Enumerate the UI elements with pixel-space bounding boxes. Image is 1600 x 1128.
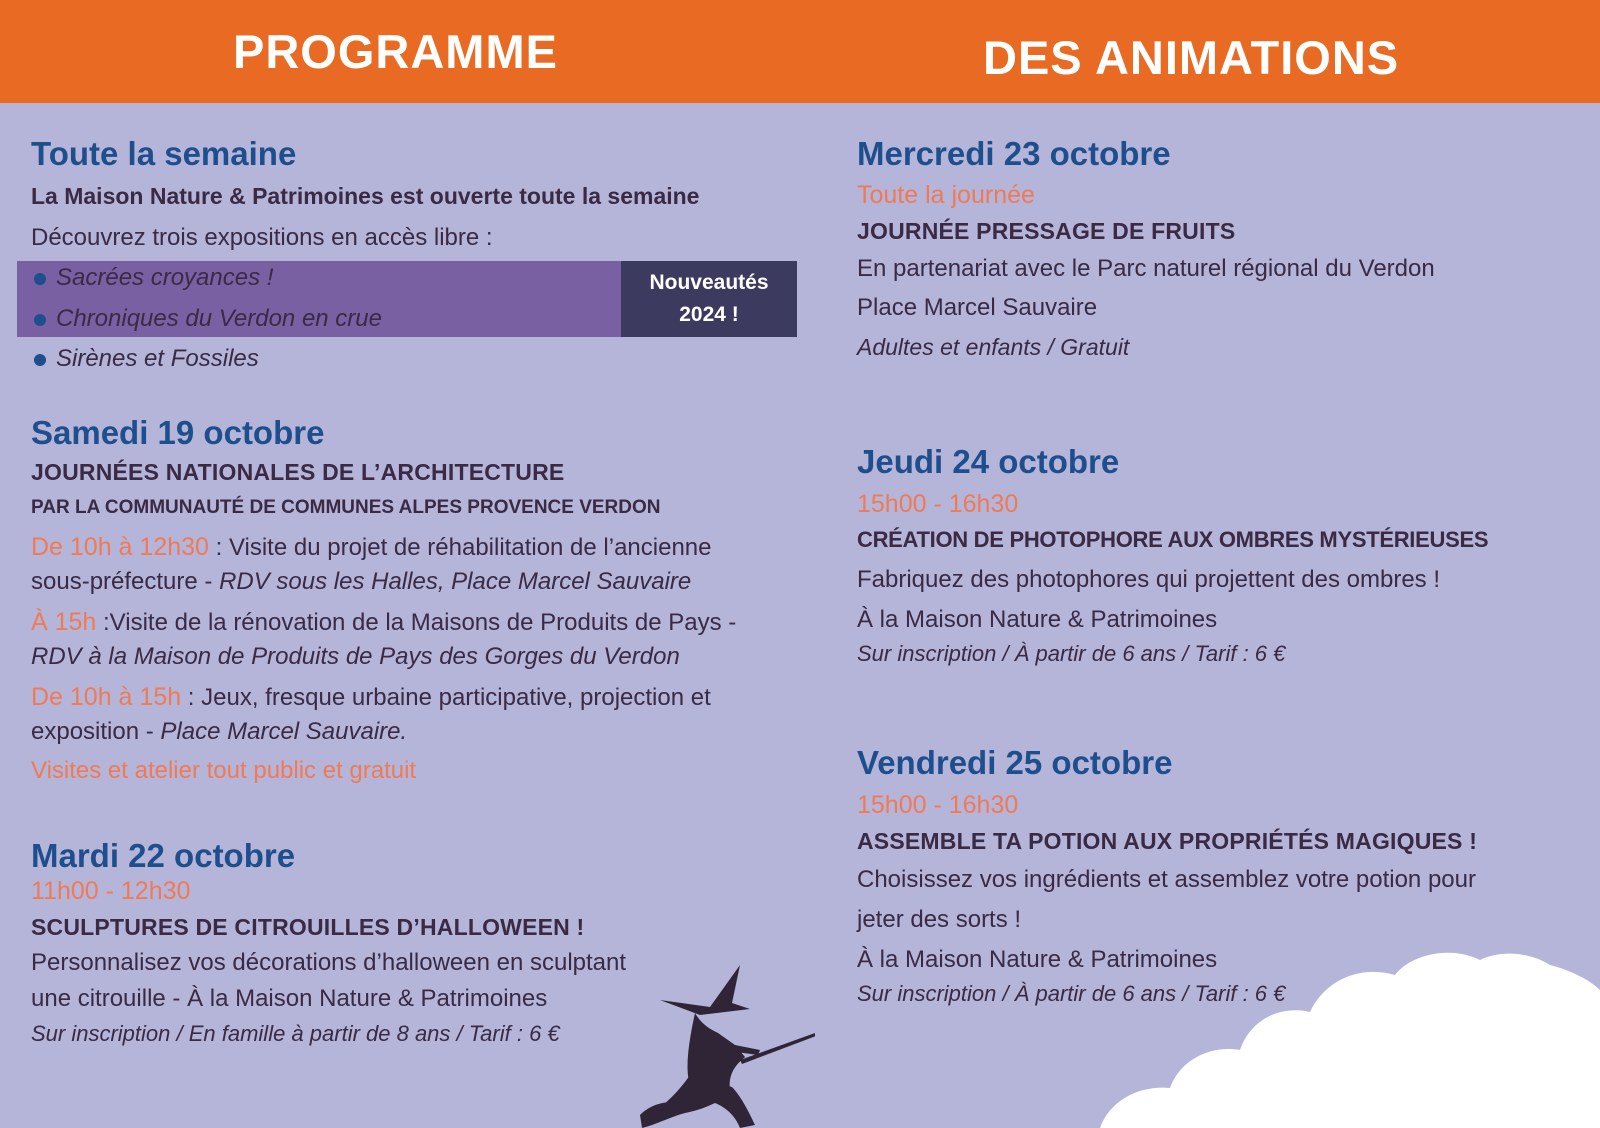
expo-item-2-label: Chroniques du Verdon en crue — [56, 305, 382, 332]
sat-event-2-time: À 15h — [31, 608, 97, 636]
wed-caps: JOURNÉE PRESSAGE DE FRUITS — [857, 218, 1236, 244]
sat-event-3-line2a: exposition - — [31, 718, 161, 745]
wed-title: Mercredi 23 octobre — [857, 135, 1171, 172]
wed-time: Toute la journée — [857, 181, 1035, 209]
sat-note: Visites et atelier tout public et gratuit — [31, 757, 417, 784]
sat-caps-1: JOURNÉES NATIONALES DE L’ARCHITECTURE — [31, 459, 565, 485]
badge-line2: 2024 ! — [679, 303, 739, 326]
tue-title: Mardi 22 octobre — [31, 837, 296, 874]
sat-event-2-text: :Visite de la rénovation de la Maisons de Produits de Pays - — [96, 609, 737, 636]
thu-time: 15h00 - 16h30 — [857, 490, 1019, 518]
thu-info: Sur inscription / À partir de 6 ans / Tarif : 6 € — [857, 641, 1286, 666]
wed-desc-1: En partenariat avec le Parc naturel régional du Verdon — [857, 255, 1435, 282]
fri-title: Vendredi 25 octobre — [857, 744, 1173, 781]
wed-info: Adultes et enfants / Gratuit — [857, 334, 1130, 360]
sat-event-1-location: RDV sous les Halles, Place Marcel Sauvaire — [219, 568, 692, 595]
thu-title: Jeudi 24 octobre — [857, 443, 1120, 480]
sat-event-3-line2 — [31, 718, 407, 747]
sat-event-1-line2 — [31, 568, 691, 597]
week-title: Toute la semaine — [31, 135, 297, 172]
expo-item-1 — [34, 264, 273, 293]
header-band — [0, 0, 1600, 103]
expo-item-3-label: Sirènes et Fossiles — [56, 345, 259, 372]
expo-item-1-label: Sacrées croyances ! — [56, 264, 274, 291]
fri-info: Sur inscription / À partir de 6 ans / Tarif : 6 € — [857, 981, 1286, 1006]
expo-item-2 — [34, 305, 382, 334]
sat-event-1-time: De 10h à 12h30 — [31, 533, 209, 561]
thu-desc-2: À la Maison Nature & Patrimoines — [857, 606, 1218, 633]
witch-silhouette-icon — [640, 965, 815, 1128]
tue-desc-2: une citrouille - À la Maison Nature & Patrimoines — [31, 985, 548, 1012]
thu-caps: CRÉATION DE PHOTOPHORE AUX OMBRES MYSTÉRIEUSES — [857, 527, 1489, 552]
expo-item-3 — [34, 345, 259, 374]
tue-desc-1: Personnalisez vos décorations d’halloween en sculptant — [31, 949, 627, 976]
fri-desc-2: jeter des sorts ! — [857, 906, 1022, 933]
sat-event-3-time: De 10h à 15h — [31, 683, 182, 711]
fri-desc-1: Choisissez vos ingrédients et assemblez votre potion pour — [857, 866, 1476, 893]
sat-event-3 — [31, 682, 711, 713]
header-title-right: DES ANIMATIONS — [983, 31, 1400, 84]
week-intro: Découvrez trois expositions en accès libre : — [31, 224, 493, 251]
fri-caps: ASSEMBLE TA POTION AUX PROPRIÉTÉS MAGIQUES ! — [857, 828, 1478, 854]
sat-event-2 — [31, 607, 736, 638]
tue-time: 11h00 - 12h30 — [31, 877, 191, 905]
week-subtitle: La Maison Nature & Patrimoines est ouverte toute la semaine — [31, 183, 700, 209]
thu-desc-1: Fabriquez des photophores qui projettent des ombres ! — [857, 566, 1441, 593]
sat-event-1-text: : Visite du projet de réhabilitation de l’ancienne — [208, 534, 712, 561]
bullet-icon — [34, 273, 46, 285]
fri-desc-3: À la Maison Nature & Patrimoines — [857, 946, 1218, 973]
tue-info: Sur inscription / En famille à partir de 8 ans / Tarif : 6 € — [31, 1021, 560, 1046]
sat-event-3-location: Place Marcel Sauvaire. — [160, 718, 408, 745]
wed-desc-2: Place Marcel Sauvaire — [857, 294, 1098, 321]
badge-line1: Nouveautés — [649, 271, 769, 294]
sat-caps-2: PAR LA COMMUNAUTÉ DE COMMUNES ALPES PROVENCE VERDON — [31, 497, 661, 518]
cloud-shape — [1100, 950, 1600, 1128]
fri-time: 15h00 - 16h30 — [857, 791, 1019, 819]
bullet-icon — [34, 354, 46, 366]
bullet-icon — [34, 314, 46, 326]
header-title-left: PROGRAMME — [233, 25, 558, 78]
new-2024-badge — [621, 261, 797, 337]
sat-title: Samedi 19 octobre — [31, 414, 325, 451]
sat-event-3-text: : Jeux, fresque urbaine participative, projection et — [181, 684, 711, 711]
sat-event-2-location: RDV à la Maison de Produits de Pays des Gorges du Verdon — [31, 643, 680, 670]
sat-event-1 — [31, 532, 712, 563]
sat-event-1-line2a: sous-préfecture - — [31, 568, 220, 595]
tue-caps: SCULPTURES DE CITROUILLES D’HALLOWEEN ! — [31, 914, 585, 940]
